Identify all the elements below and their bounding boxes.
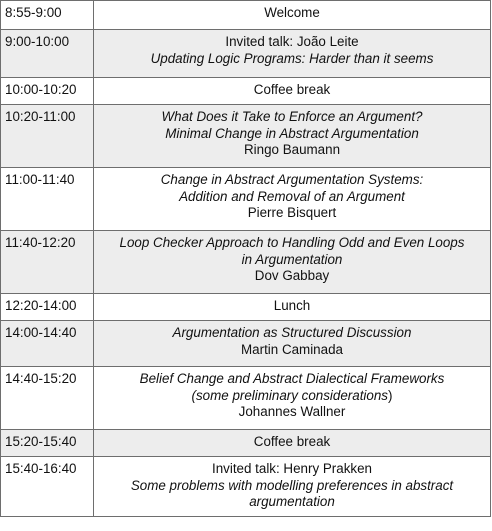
speaker-name: Ringo Baumann bbox=[243, 142, 341, 157]
event-cell bbox=[94, 78, 491, 105]
time-cell: 11:40-12:20 bbox=[1, 231, 94, 294]
time-cell: 15:20-15:40 bbox=[1, 430, 94, 457]
time-cell: 14:40-15:20 bbox=[1, 367, 94, 430]
talk-title-line-2 bbox=[98, 388, 486, 405]
talk-title: Argumentation as Structured Discussion bbox=[172, 325, 412, 340]
talk-title-line-2: Minimal Change in Abstract Argumentation bbox=[165, 125, 419, 141]
time-cell: 11:00-11:40 bbox=[1, 168, 94, 231]
event-cell bbox=[94, 168, 491, 231]
event-cell bbox=[94, 30, 491, 78]
time-cell: 10:00-10:20 bbox=[1, 78, 94, 105]
schedule-row-coffee-break bbox=[1, 78, 491, 105]
schedule-row-invited-talk-prakken bbox=[1, 457, 491, 517]
talk-title-line-2-text: (some preliminary considerations bbox=[191, 387, 388, 403]
talk-title: Updating Logic Programs: Harder than it seems bbox=[150, 50, 434, 66]
schedule-row-coffee-break-2 bbox=[1, 430, 491, 457]
event-cell bbox=[94, 294, 491, 321]
schedule-row-talk-caminada bbox=[1, 321, 491, 367]
speaker-name: Johannes Wallner bbox=[238, 404, 346, 419]
speaker-name: Dov Gabbay bbox=[254, 268, 330, 283]
schedule-row-lunch bbox=[1, 294, 491, 321]
talk-title-line-2: Addition and Removal of an Argument bbox=[179, 188, 405, 204]
time-cell: 12:20-14:00 bbox=[1, 294, 94, 321]
event-cell bbox=[94, 430, 491, 457]
event-cell bbox=[94, 1, 491, 30]
schedule-row-talk-bisquert bbox=[1, 168, 491, 231]
talk-title-line-1: Loop Checker Approach to Handling Odd and Even Loops bbox=[119, 235, 465, 250]
event-cell bbox=[94, 321, 491, 367]
event-cell bbox=[94, 457, 491, 517]
talk-title-line-1: Change in Abstract Argumentation Systems: bbox=[160, 172, 424, 187]
schedule-row-invited-talk-leite bbox=[1, 30, 491, 78]
schedule-row-welcome bbox=[1, 1, 491, 30]
event-title: Lunch bbox=[273, 298, 311, 313]
talk-title-line-1: Belief Change and Abstract Dialectical Frameworks bbox=[139, 371, 445, 386]
schedule-row-talk-baumann bbox=[1, 105, 491, 168]
talk-title-line-1: What Does it Take to Enforce an Argument? bbox=[161, 109, 423, 124]
speaker-name: Martin Caminada bbox=[241, 341, 343, 357]
event-title: Welcome bbox=[264, 5, 320, 20]
time-cell: 15:40-16:40 bbox=[1, 457, 94, 517]
time-cell: 9:00-10:00 bbox=[1, 30, 94, 78]
time-cell: 14:00-14:40 bbox=[1, 321, 94, 367]
event-cell bbox=[94, 105, 491, 168]
event-cell bbox=[94, 231, 491, 294]
schedule-row-talk-gabbay bbox=[1, 231, 491, 294]
closing-parenthesis: ) bbox=[388, 387, 393, 403]
event-title: Coffee break bbox=[253, 434, 331, 449]
talk-title-line-2: argumentation bbox=[249, 494, 335, 509]
talk-title-line-2: in Argumentation bbox=[241, 251, 343, 267]
time-cell: 8:55-9:00 bbox=[1, 1, 94, 30]
schedule-row-talk-wallner bbox=[1, 367, 491, 430]
speaker-line: Invited talk: João Leite bbox=[225, 34, 359, 49]
event-title: Coffee break bbox=[253, 82, 331, 97]
time-cell: 10:20-11:00 bbox=[1, 105, 94, 168]
speaker-name: Pierre Bisquert bbox=[247, 205, 337, 220]
speaker-line: Invited talk: Henry Prakken bbox=[211, 461, 372, 476]
event-cell bbox=[94, 367, 491, 430]
talk-title-line-1: Some problems with modelling preferences in abstract bbox=[130, 477, 454, 493]
